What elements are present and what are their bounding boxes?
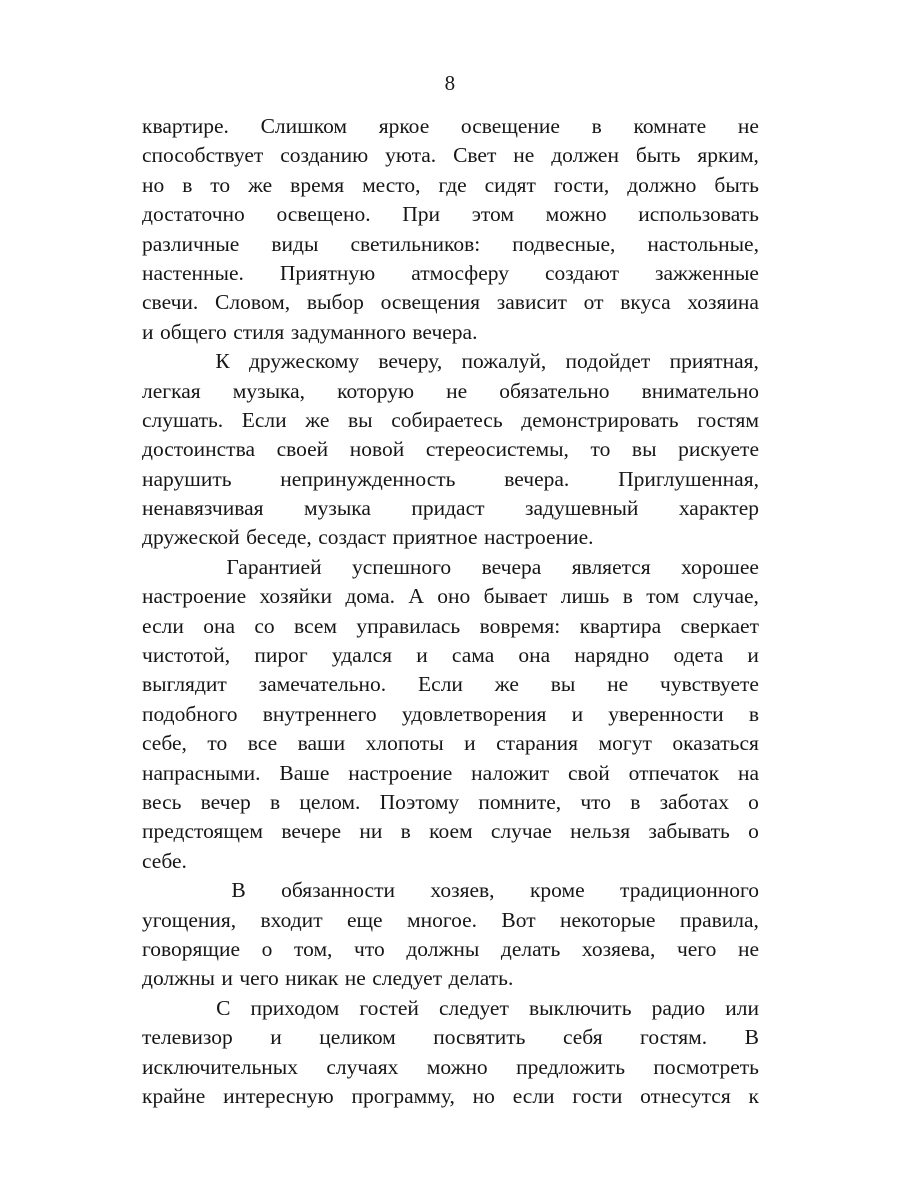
word: комнате	[633, 114, 707, 138]
text-line	[142, 788, 759, 817]
word: К	[215, 349, 230, 374]
word: пирог	[254, 643, 308, 668]
word: Приятную	[279, 260, 376, 285]
word: она	[203, 613, 236, 638]
word: программу,	[351, 1083, 455, 1108]
word: могут	[598, 731, 652, 756]
text-line	[142, 141, 759, 170]
word: приятная,	[669, 349, 759, 374]
word: Если	[241, 407, 287, 432]
word: В	[744, 1025, 759, 1050]
word: освещено.	[276, 202, 371, 227]
word: посмотреть	[653, 1054, 759, 1079]
text-line	[142, 641, 759, 670]
word: где	[438, 172, 467, 197]
word: оно	[437, 584, 471, 609]
word: настроение	[348, 760, 453, 785]
word: виды	[271, 231, 319, 256]
word: можно	[545, 202, 607, 227]
text-line	[142, 377, 759, 406]
word: пожалуй,	[461, 349, 547, 374]
text-line	[142, 494, 759, 523]
word: ярким,	[697, 143, 759, 168]
text-line	[142, 759, 759, 788]
word: себе.	[142, 848, 187, 873]
word: никак	[285, 966, 339, 991]
word: весь	[142, 789, 182, 814]
word: создаст	[318, 525, 387, 550]
word: С	[216, 995, 231, 1020]
word: вечера	[481, 554, 542, 579]
word: в	[622, 584, 633, 609]
word: в	[182, 172, 193, 197]
word: она	[518, 643, 551, 668]
word: место,	[362, 172, 421, 197]
word: должны	[142, 966, 215, 991]
word: хозяев,	[430, 878, 495, 903]
word: том,	[294, 936, 333, 961]
word: управилась	[356, 613, 461, 638]
word: или	[725, 995, 759, 1020]
paragraph	[142, 347, 759, 553]
word: Слишком	[260, 114, 348, 138]
word: что	[580, 789, 612, 814]
word: быть	[714, 172, 759, 197]
word: хлопоты	[365, 731, 444, 756]
word: Гарантией	[226, 554, 322, 579]
word: в	[630, 789, 641, 814]
text-line	[142, 288, 759, 317]
word: обязанности	[281, 878, 395, 903]
text-line	[142, 994, 759, 1023]
word: использовать	[638, 202, 759, 227]
word: напрасными.	[142, 760, 261, 785]
word: нельзя	[570, 819, 631, 844]
word: помните,	[478, 789, 562, 814]
word: и	[221, 966, 233, 991]
word: хозяйки	[259, 584, 332, 609]
word: гостям.	[640, 1025, 708, 1050]
word: и	[142, 319, 154, 344]
word: сверкает	[680, 613, 759, 638]
word: удовлетворения	[401, 701, 547, 726]
text-line	[142, 523, 759, 552]
word: всем	[294, 613, 338, 638]
paragraph	[142, 994, 759, 1112]
word: вечере	[281, 819, 342, 844]
word: выглядит	[142, 672, 227, 697]
word: же	[494, 672, 519, 697]
word: Вот	[501, 907, 536, 932]
word: вечеру,	[378, 349, 443, 374]
word: внимательно	[641, 378, 759, 403]
text-line	[142, 435, 759, 464]
word: собираетесь	[391, 407, 503, 432]
word: задушевный	[524, 496, 639, 521]
text-line	[142, 670, 759, 699]
paragraph	[142, 112, 759, 347]
word: делать.	[448, 966, 514, 991]
text-line	[142, 876, 759, 905]
word: уверенности	[608, 701, 724, 726]
word: вы	[631, 437, 657, 462]
word: сидят	[484, 172, 536, 197]
word: гости,	[553, 172, 610, 197]
word: является	[571, 554, 651, 579]
text-line	[142, 465, 759, 494]
word: успешного	[352, 554, 452, 579]
word: радио	[651, 995, 706, 1020]
text-line	[142, 1053, 759, 1082]
word: делать	[500, 936, 561, 961]
word: ваши	[297, 731, 346, 756]
word: замечательно.	[258, 672, 387, 697]
word: создают	[544, 260, 619, 285]
word: одета	[673, 643, 724, 668]
word: не	[607, 672, 629, 697]
word: обязательно	[499, 378, 610, 403]
word: и	[416, 643, 428, 668]
word: следует	[439, 995, 509, 1020]
word: настенные.	[142, 260, 244, 285]
text-line	[142, 406, 759, 435]
word: же	[248, 172, 273, 197]
word: многое.	[406, 907, 478, 932]
word: музыка,	[232, 378, 306, 403]
text-line	[142, 817, 759, 846]
word: целом.	[299, 789, 361, 814]
word: сама	[451, 643, 495, 668]
word: то	[590, 437, 611, 462]
word: если	[512, 1083, 555, 1108]
word: бывает	[483, 584, 548, 609]
word: освещение	[460, 114, 560, 138]
paragraph	[142, 876, 759, 994]
word: следует	[372, 966, 443, 991]
word: дома.	[345, 584, 396, 609]
word: характер	[678, 496, 759, 521]
word: настроение.	[484, 525, 594, 550]
word: нарушить	[142, 466, 232, 491]
word: целиком	[319, 1025, 396, 1050]
word: чего	[676, 936, 717, 961]
word: приятное	[392, 525, 478, 550]
word: ненавязчивая	[142, 496, 264, 521]
word: вы	[348, 407, 373, 432]
text-line	[142, 935, 759, 964]
word: подвесные,	[512, 231, 616, 256]
word: беседе,	[246, 525, 312, 550]
word: созданию	[280, 143, 369, 168]
word: своей	[276, 437, 329, 462]
word: и	[747, 643, 759, 668]
word: легкая	[142, 378, 201, 403]
word: способствует	[142, 143, 264, 168]
text-line	[142, 582, 759, 611]
word: выключить	[528, 995, 632, 1020]
word: не	[737, 114, 759, 138]
word: время	[290, 172, 345, 197]
word: правила,	[679, 907, 759, 932]
word: квартира	[579, 613, 662, 638]
text-line	[142, 847, 759, 876]
word: лишь	[560, 584, 610, 609]
word: но	[472, 1083, 495, 1108]
text-line	[142, 230, 759, 259]
word: в	[748, 701, 759, 726]
word: А	[408, 584, 424, 609]
word: чистотой,	[142, 643, 231, 668]
word: уюта.	[385, 143, 437, 168]
page-number: 8	[444, 71, 456, 95]
word: предстоящем	[142, 819, 264, 844]
word: зависит	[496, 290, 567, 315]
word: удался	[331, 643, 393, 668]
word: Свет	[453, 143, 497, 168]
word: еще	[346, 907, 383, 932]
word: некоторые	[559, 907, 656, 932]
word: отнесутся	[640, 1083, 731, 1108]
word: достоинства	[142, 437, 255, 462]
word: должен	[551, 143, 619, 168]
word: непринужденность	[280, 466, 456, 491]
word: традиционного	[620, 878, 759, 903]
word: освещения	[380, 290, 481, 315]
word: забывать	[648, 819, 730, 844]
word: оказаться	[672, 731, 759, 756]
word: новой	[349, 437, 405, 462]
text-line	[142, 259, 759, 288]
word: чего	[239, 966, 279, 991]
word: коем	[429, 819, 473, 844]
word: себя	[562, 1025, 603, 1050]
word: посвятить	[433, 1025, 526, 1050]
word: том	[646, 584, 680, 609]
word: говорящие	[142, 936, 241, 961]
text-line	[142, 553, 759, 582]
word: вечер	[200, 789, 251, 814]
word: вечера.	[504, 466, 570, 491]
word: себе,	[142, 731, 187, 756]
word: Словом,	[215, 290, 291, 315]
word: то	[207, 731, 228, 756]
word: хозяева,	[581, 936, 656, 961]
word: рискуете	[678, 437, 759, 462]
word: не	[446, 378, 468, 403]
word: то	[210, 172, 231, 197]
word: В	[231, 878, 246, 903]
word: слушать.	[142, 407, 224, 432]
word: что	[354, 936, 385, 961]
word: гости	[572, 1083, 623, 1108]
word: должно	[627, 172, 697, 197]
word: подобного	[142, 701, 238, 726]
word: от	[583, 290, 604, 315]
text-line	[142, 112, 759, 141]
text-line	[142, 318, 759, 347]
word: в	[591, 114, 602, 138]
word: угощения,	[142, 907, 237, 932]
word: квартире.	[142, 114, 229, 138]
word: вовремя:	[479, 613, 561, 638]
word: музыка	[303, 496, 371, 521]
word: наложит	[471, 760, 550, 785]
word: вкуса	[620, 290, 671, 315]
word: не	[737, 936, 759, 961]
word: и	[571, 701, 584, 726]
text-line	[142, 1023, 759, 1052]
word: внутреннего	[262, 701, 377, 726]
word: быть	[635, 143, 681, 168]
word: светильников:	[350, 231, 481, 256]
word: старания	[496, 731, 579, 756]
word: зажженные	[654, 260, 759, 285]
word: должны	[406, 936, 480, 961]
word: предложить	[516, 1054, 626, 1079]
word: можно	[426, 1054, 488, 1079]
word: входит	[260, 907, 323, 932]
word: вы	[550, 672, 576, 697]
word: не	[513, 143, 535, 168]
word: задуманного	[290, 319, 406, 344]
page-body-text	[142, 112, 759, 1111]
word: хорошее	[681, 554, 759, 579]
text-line	[142, 729, 759, 758]
word: яркое	[378, 114, 430, 138]
word: и	[270, 1025, 282, 1050]
word: свечи.	[142, 290, 199, 315]
paragraph	[142, 553, 759, 876]
word: различные	[142, 231, 240, 256]
text-line	[142, 700, 759, 729]
word: вечера.	[412, 319, 478, 344]
word: отпечаток	[628, 760, 720, 785]
word: к	[748, 1083, 759, 1108]
word: крайне	[142, 1083, 206, 1108]
word: общего	[159, 319, 227, 344]
word: не	[344, 966, 366, 991]
word: ни	[359, 819, 383, 844]
word: свой	[567, 760, 610, 785]
word: При	[402, 202, 441, 227]
word: этом	[471, 202, 514, 227]
word: и	[464, 731, 476, 756]
text-line	[142, 906, 759, 935]
word: стиля	[233, 319, 285, 344]
word: нарядно	[574, 643, 650, 668]
word: интересную	[223, 1083, 334, 1108]
word: хозяина	[687, 290, 759, 315]
word: Поэтому	[379, 789, 460, 814]
text-line	[142, 1082, 759, 1111]
word: подойдет	[565, 349, 651, 374]
word: стереосистемы,	[425, 437, 569, 462]
word: гостям	[697, 407, 759, 432]
word: придаст	[411, 496, 485, 521]
word: приходом	[250, 995, 340, 1020]
word: в	[400, 819, 411, 844]
word: но	[142, 172, 165, 197]
text-line	[142, 964, 759, 993]
word: в	[269, 789, 281, 814]
word: Если	[418, 672, 463, 697]
word: же	[305, 407, 330, 432]
word: демонстрировать	[521, 407, 679, 432]
word: о	[748, 789, 759, 814]
word: исключительных	[142, 1054, 298, 1079]
word: чувствуете	[660, 672, 759, 697]
word: о	[748, 819, 759, 844]
word: настольные,	[647, 231, 759, 256]
text-line	[142, 171, 759, 200]
word: настроение	[142, 584, 247, 609]
word: заботах	[659, 789, 729, 814]
word: со	[254, 613, 275, 638]
word: достаточно	[142, 202, 245, 227]
word: гостей	[359, 995, 419, 1020]
word: если	[142, 613, 184, 638]
word: случаях	[326, 1054, 399, 1079]
word: Приглушенная,	[618, 466, 759, 491]
text-line	[142, 200, 759, 229]
word: кроме	[529, 878, 585, 903]
word: о	[261, 936, 273, 961]
word: выбор	[306, 290, 364, 315]
word: на	[737, 760, 759, 785]
word: Ваше	[279, 760, 330, 785]
word: дружеской	[142, 525, 240, 550]
word: атмосферу	[411, 260, 509, 285]
word: дружескому	[248, 349, 360, 374]
word: телевизор	[142, 1025, 233, 1050]
word: которую	[337, 378, 415, 403]
text-line	[142, 347, 759, 376]
text-line	[142, 612, 759, 641]
word: случае,	[692, 584, 759, 609]
word: все	[247, 731, 278, 756]
word: случае	[490, 819, 552, 844]
